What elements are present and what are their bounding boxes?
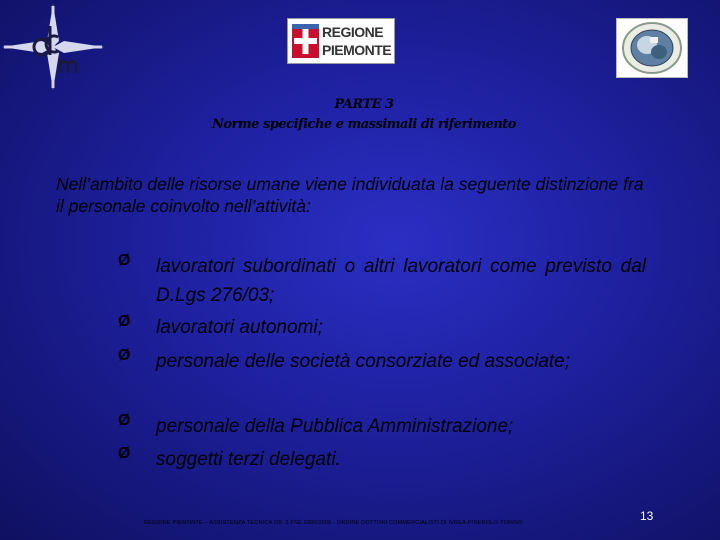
section-subtitle: Norme specifiche e massimali di riferimento — [212, 117, 516, 132]
list-item-text: personale della Pubblica Amministrazione; — [156, 416, 514, 437]
seal-logo — [616, 18, 688, 78]
arrow-bullet-icon: Ø — [118, 347, 131, 364]
logo-text-regione: REGIONE — [322, 24, 384, 40]
logo-text-piemonte: PIEMONTE — [322, 42, 392, 58]
list-item-text: lavoratori subordinati o altri lavoratori come previsto dal D.Lgs 276/03; — [156, 256, 646, 306]
list-item-text: soggetti terzi delegati. — [156, 449, 341, 470]
round-seal-icon — [617, 19, 687, 77]
arrow-bullet-icon: Ø — [118, 252, 131, 269]
arrow-bullet-icon: Ø — [118, 313, 131, 330]
list-item-text: lavoratori autonomi; — [156, 317, 323, 338]
piemonte-flag-icon — [292, 24, 319, 58]
footer-text: REGIONE PIEMONTE – ASSISTENZA TECNICA OB. 3 FSE 2000/2006 - ORDINE DOTTORI COMMERCIALISTI DI IVREA-PINEROLO-TORINO — [144, 520, 523, 526]
list-item-text: personale delle società consorziate ed associate; — [156, 351, 571, 372]
arrow-bullet-icon: Ø — [118, 412, 131, 429]
page-number: 13 — [640, 509, 654, 523]
arrow-bullet-icon: Ø — [118, 445, 131, 462]
dcm-monogram-icon — [2, 4, 104, 90]
dcm-logo — [2, 4, 104, 90]
intro-paragraph: Nell’ambito delle risorse umane viene individuata la seguente distinzione fra il personale coinvolto nell’attività: — [56, 174, 644, 216]
section-title: PARTE 3 — [334, 97, 394, 112]
regione-piemonte-logo — [287, 18, 395, 64]
